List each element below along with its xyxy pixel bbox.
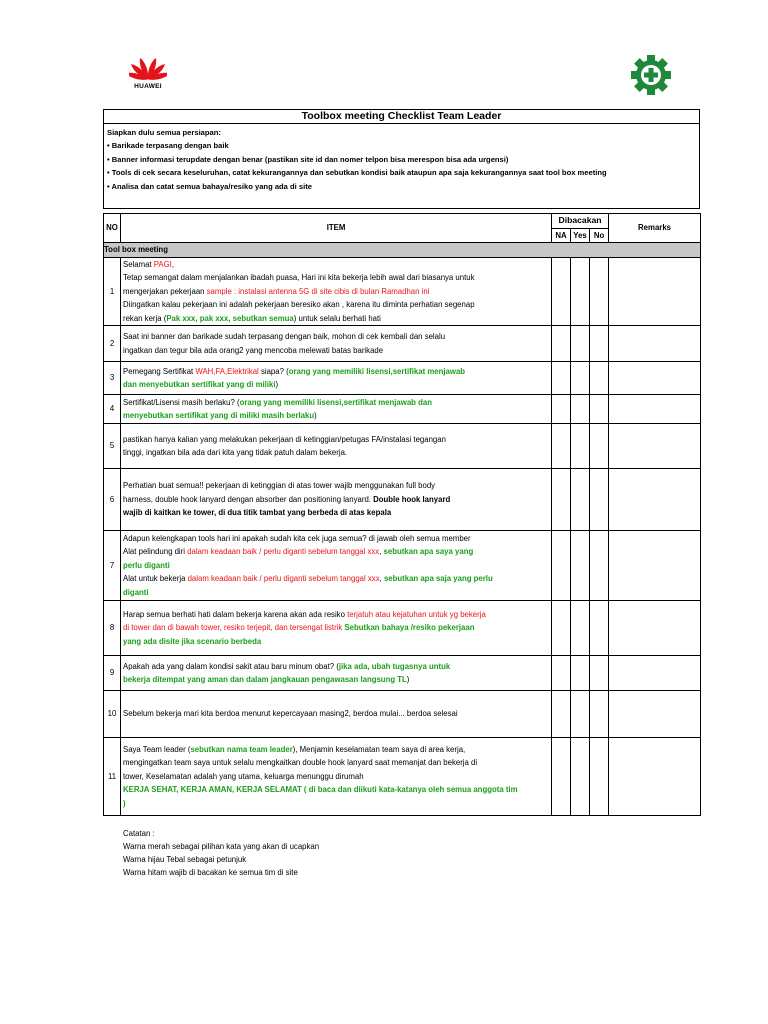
checkbox-yes[interactable] bbox=[571, 362, 590, 395]
remarks-cell[interactable] bbox=[609, 601, 701, 656]
item-line bbox=[123, 271, 549, 285]
header-no: NO bbox=[104, 214, 121, 243]
row-item-text bbox=[121, 326, 552, 362]
green-instruction-text: perlu diganti bbox=[123, 560, 170, 570]
row-item-text bbox=[121, 531, 552, 601]
item-line bbox=[123, 344, 549, 358]
notes bbox=[123, 827, 319, 879]
item-line bbox=[123, 365, 549, 379]
item-line bbox=[123, 797, 549, 811]
row-number: 4 bbox=[104, 395, 121, 424]
green-instruction-text: KERJA SEHAT, KERJA AMAN, KERJA SELAMAT ( di baca dan diikuti kata-katanya oleh semua anggota tim bbox=[123, 785, 518, 795]
mandatory-text: mengingatkan team saya untuk selalu mengkaitkan double hook lanyard saat memanjat dan bekerja di bbox=[123, 758, 478, 768]
red-spoken-text: di tower dan di bawah tower, resiko terjepit, dan tersengat listrik bbox=[123, 623, 345, 633]
row-number: 1 bbox=[104, 257, 121, 326]
checkbox-yes[interactable] bbox=[571, 424, 590, 469]
remarks-cell[interactable] bbox=[609, 257, 701, 326]
row-number: 3 bbox=[104, 362, 121, 395]
checklist-row bbox=[104, 601, 701, 656]
checkbox-na[interactable] bbox=[552, 424, 571, 469]
mandatory-text: ingatkan dan tegur bila ada orang2 yang mencoba melewati batas barikade bbox=[123, 345, 384, 355]
item-line bbox=[123, 783, 549, 797]
checklist-row bbox=[104, 738, 701, 816]
green-instruction-text: sebutkan apa saya yang bbox=[383, 547, 474, 557]
mandatory-text: Sertifikat/Lisensi masih berlaku? ( bbox=[123, 397, 240, 407]
checkbox-no[interactable] bbox=[590, 531, 609, 601]
row-item-text bbox=[121, 601, 552, 656]
checkbox-yes[interactable] bbox=[571, 601, 590, 656]
checkbox-yes[interactable] bbox=[571, 738, 590, 816]
item-line bbox=[123, 707, 549, 721]
mandatory-text: pastikan hanya kalian yang melakukan pekerjaan di ketinggian/petugas FA/instalasi tegangan bbox=[123, 434, 446, 444]
checkbox-yes[interactable] bbox=[571, 326, 590, 362]
remarks-cell[interactable] bbox=[609, 395, 701, 424]
green-instruction-text: yang ada disite jika scenario berbeda bbox=[123, 636, 262, 646]
row-item-text bbox=[121, 738, 552, 816]
mandatory-text: siapa? ( bbox=[258, 366, 289, 376]
item-line bbox=[123, 608, 549, 622]
row-number: 2 bbox=[104, 326, 121, 362]
item-line bbox=[123, 545, 549, 559]
huawei-logo-text: HUAWEI bbox=[134, 83, 162, 90]
prep-line: • Analisa dan catat semua bahaya/resiko yang ada di site bbox=[107, 181, 312, 191]
checkbox-no[interactable] bbox=[590, 469, 609, 531]
item-line bbox=[123, 660, 549, 674]
green-instruction-text: bekerja ditempat yang aman dan dalam jangkauan pengawasan langsung TL bbox=[123, 675, 407, 684]
checklist-table bbox=[103, 213, 701, 816]
green-instruction-text: orang yang memiliki lisensi,sertifikat menjawab dan bbox=[239, 397, 432, 407]
green-instruction-text: sebutkan apa saja yang perlu bbox=[383, 574, 493, 584]
checkbox-no[interactable] bbox=[590, 601, 609, 656]
huawei-logo bbox=[125, 54, 171, 94]
remarks-cell[interactable] bbox=[609, 691, 701, 738]
item-line bbox=[123, 285, 549, 299]
mandatory-text: Adapun kelengkapan tools hari ini apakah sudah kita cek juga semua? di jawab oleh semua member bbox=[123, 533, 471, 543]
green-instruction-text: orang yang memiliki lisensi,sertifikat menjawab bbox=[288, 366, 466, 376]
checkbox-no[interactable] bbox=[590, 257, 609, 326]
checkbox-na[interactable] bbox=[552, 362, 571, 395]
checkbox-no[interactable] bbox=[590, 395, 609, 424]
mandatory-text: Selamat bbox=[123, 259, 154, 269]
mandatory-text: ) bbox=[314, 411, 317, 420]
row-number: 7 bbox=[104, 531, 121, 601]
checkbox-yes[interactable] bbox=[571, 656, 590, 691]
checkbox-yes[interactable] bbox=[571, 531, 590, 601]
mandatory-text: Harap semua berhati hati dalam bekerja karena akan ada resiko bbox=[123, 609, 348, 619]
mandatory-text: Alat pelindung diri bbox=[123, 547, 188, 557]
mandatory-text: Pemegang Sertifikat bbox=[123, 366, 196, 376]
mandatory-text: rekan kerja ( bbox=[123, 313, 167, 323]
item-line bbox=[123, 506, 549, 520]
mandatory-text: ) bbox=[275, 380, 279, 389]
mandatory-text: tinggi, ingatkan bila ada dari kita yang tidak patuh dalam bekerja. bbox=[123, 448, 348, 457]
checklist-row bbox=[104, 362, 701, 395]
mandatory-text: Alat untuk bekerja bbox=[123, 574, 188, 584]
checkbox-na[interactable] bbox=[552, 738, 571, 816]
green-instruction-text: jika ada, ubah tugasnya untuk bbox=[338, 661, 451, 671]
mandatory-text: , bbox=[171, 259, 175, 269]
row-number: 5 bbox=[104, 424, 121, 469]
item-line bbox=[123, 635, 549, 649]
green-instruction-text: dan menyebutkan sertifikat yang di miliki bbox=[123, 380, 276, 389]
checkbox-na[interactable] bbox=[552, 691, 571, 738]
checkbox-no[interactable] bbox=[590, 326, 609, 362]
red-spoken-text: terjatuh atau kejatuhan untuk yg bekerja bbox=[347, 609, 486, 619]
item-line bbox=[123, 433, 549, 447]
remarks-cell[interactable] bbox=[609, 531, 701, 601]
checkbox-na[interactable] bbox=[552, 656, 571, 691]
header-remarks: Remarks bbox=[609, 214, 701, 243]
checkbox-yes[interactable] bbox=[571, 395, 590, 424]
remarks-cell[interactable] bbox=[609, 362, 701, 395]
checkbox-no[interactable] bbox=[590, 691, 609, 738]
mandatory-text: Double hook lanyard bbox=[373, 494, 451, 504]
green-instruction-text: diganti bbox=[123, 587, 149, 597]
checkbox-no[interactable] bbox=[590, 362, 609, 395]
mandatory-text: ) bbox=[406, 675, 410, 684]
checklist-row bbox=[104, 656, 701, 691]
row-item-text bbox=[121, 257, 552, 326]
checkbox-na[interactable] bbox=[552, 326, 571, 362]
checklist-row bbox=[104, 395, 701, 424]
remarks-cell[interactable] bbox=[609, 326, 701, 362]
prep-line: • Barikade terpasang dengan baik bbox=[107, 141, 229, 151]
item-line bbox=[123, 493, 549, 507]
checkbox-no[interactable] bbox=[590, 738, 609, 816]
green-instruction-text: menyebutkan sertifikat yang di miliki masih berlaku bbox=[123, 411, 315, 420]
checklist-row bbox=[104, 469, 701, 531]
mandatory-text: Tetap semangat dalam menjalankan ibadah puasa, Hari ini kita bekerja lebih awal dari biasanya untuk bbox=[123, 273, 475, 282]
mandatory-text: , bbox=[379, 574, 384, 584]
notes-line: Catatan : bbox=[123, 829, 155, 838]
checkbox-no[interactable] bbox=[590, 424, 609, 469]
item-line bbox=[123, 378, 549, 392]
header-no-col: No bbox=[590, 228, 609, 243]
remarks-cell[interactable] bbox=[609, 738, 701, 816]
notes-line: Warna hijau Tebal sebagai petunjuk bbox=[123, 855, 247, 864]
checkbox-no[interactable] bbox=[590, 656, 609, 691]
green-instruction-text: ) bbox=[123, 798, 126, 808]
notes-line: Warna merah sebagai pilihan kata yang akan di ucapkan bbox=[123, 842, 320, 851]
checkbox-na[interactable] bbox=[552, 469, 571, 531]
mandatory-text: , bbox=[379, 547, 384, 557]
row-item-text bbox=[121, 469, 552, 531]
green-instruction-text: Sebutkan bahaya /resiko pekerjaan bbox=[344, 623, 475, 633]
huawei-petals-icon bbox=[129, 54, 167, 82]
red-spoken-text: dalam keadaan baik / perlu diganti sebelum tanggal xxx bbox=[187, 547, 380, 557]
item-line bbox=[123, 572, 549, 586]
item-line bbox=[123, 298, 549, 312]
checklist-row bbox=[104, 691, 701, 738]
remarks-cell[interactable] bbox=[609, 424, 701, 469]
item-line bbox=[123, 673, 549, 687]
item-line bbox=[123, 559, 549, 573]
row-item-text bbox=[121, 395, 552, 424]
item-line bbox=[123, 743, 549, 757]
row-number: 8 bbox=[104, 601, 121, 656]
header-item: ITEM bbox=[121, 214, 552, 243]
mandatory-text: tower, Keselamatan adalah yang utama, keluarga menunggu dirumah bbox=[123, 771, 364, 781]
mandatory-text: Saat ini banner dan barikade sudah terpasang dengan baik, mohon di cek kembali dan selalu bbox=[123, 332, 446, 341]
green-instruction-text: Pak xxx, pak xxx, sebutkan semua bbox=[166, 313, 294, 323]
mandatory-text: wajib di kaitkan ke tower, di dua titik tambat yang berbeda di atas kepala bbox=[123, 508, 392, 518]
item-line bbox=[123, 446, 549, 460]
mandatory-text: Sebelum bekerja mari kita berdoa menurut kepercayaan masing2, berdoa mulai... berdoa selesai bbox=[123, 709, 458, 719]
item-line bbox=[123, 258, 549, 272]
row-number: 6 bbox=[104, 469, 121, 531]
mandatory-text: Diingatkan kalau pekerjaan ini adalah pekerjaan beresiko akan , karena itu diminta perhatian segenap bbox=[123, 300, 475, 309]
row-number: 9 bbox=[104, 656, 121, 691]
red-spoken-text: WAH,FA,Elektrikal bbox=[195, 366, 259, 376]
red-spoken-text: dalam keadaan baik / perlu diganti sebelum tanggal xxx bbox=[187, 574, 380, 584]
prep-line: • Banner informasi terupdate dengan benar (pastikan site id dan nomer telpon bisa merespon bisa ada urgensi) bbox=[107, 154, 509, 164]
remarks-cell[interactable] bbox=[609, 469, 701, 531]
k3-safety-gear-icon bbox=[630, 54, 672, 96]
checkbox-yes[interactable] bbox=[571, 257, 590, 326]
checklist-row bbox=[104, 531, 701, 601]
mandatory-text: harness, double hook lanyard dengan absorber dan positioning lanyard. bbox=[123, 494, 374, 504]
checklist-row bbox=[104, 257, 701, 326]
row-item-text bbox=[121, 691, 552, 738]
item-line bbox=[123, 409, 549, 423]
item-line bbox=[123, 756, 549, 770]
mandatory-text: Perhatian buat semua!! pekerjaan di ketinggian di atas tower wajib menggunakan full body bbox=[123, 481, 436, 491]
row-item-text bbox=[121, 424, 552, 469]
mandatory-text: Saya Team leader ( bbox=[123, 744, 191, 754]
red-spoken-text: PAGI bbox=[153, 259, 172, 269]
remarks-cell[interactable] bbox=[609, 656, 701, 691]
checkbox-yes[interactable] bbox=[571, 469, 590, 531]
header-na: NA bbox=[552, 228, 571, 243]
mandatory-text: ) untuk selalu berhati hati bbox=[293, 313, 381, 323]
header-dibacakan: Dibacakan bbox=[552, 214, 609, 229]
checklist-sheet bbox=[103, 109, 700, 816]
item-line bbox=[123, 532, 549, 546]
item-line bbox=[123, 586, 549, 600]
header-yes: Yes bbox=[571, 228, 590, 243]
item-line bbox=[123, 396, 549, 410]
mandatory-text: mengerjakan pekerjaan bbox=[123, 286, 207, 296]
item-line bbox=[123, 621, 549, 635]
notes-line: Warna hitam wajib di bacakan ke semua tim di site bbox=[123, 868, 298, 877]
mandatory-text: ), Menjamin keselamatan team saya di area kerja, bbox=[292, 744, 466, 754]
checkbox-na[interactable] bbox=[552, 531, 571, 601]
checkbox-yes[interactable] bbox=[571, 691, 590, 738]
checklist-row bbox=[104, 424, 701, 469]
prep-line: Siapkan dulu semua persiapan: bbox=[107, 128, 221, 137]
item-line bbox=[123, 330, 549, 344]
row-number: 11 bbox=[104, 738, 121, 816]
row-item-text bbox=[121, 656, 552, 691]
checkbox-na[interactable] bbox=[552, 257, 571, 326]
item-line bbox=[123, 312, 549, 326]
preparation-box bbox=[103, 123, 700, 209]
row-item-text bbox=[121, 362, 552, 395]
item-line bbox=[123, 479, 549, 493]
checkbox-na[interactable] bbox=[552, 395, 571, 424]
row-number: 10 bbox=[104, 691, 121, 738]
mandatory-text: Apakah ada yang dalam kondisi sakit atau baru minum obat? ( bbox=[123, 661, 339, 671]
checkbox-na[interactable] bbox=[552, 601, 571, 656]
item-line bbox=[123, 770, 549, 784]
green-instruction-text: sebutkan nama team leader bbox=[190, 744, 293, 754]
section-tool-box-meeting: Tool box meeting bbox=[104, 243, 701, 258]
checklist-title: Toolbox meeting Checklist Team Leader bbox=[103, 109, 700, 123]
checklist-row bbox=[104, 326, 701, 362]
red-spoken-text: sample : instalasi antenna 5G di site cibis di bulan Ramadhan ini bbox=[206, 286, 430, 296]
prep-line: • Tools di cek secara keseluruhan, catat kekurangannya dan sebutkan kondisi baik ataupun apa saja kekurangannya saat tool box meeting bbox=[107, 168, 607, 178]
